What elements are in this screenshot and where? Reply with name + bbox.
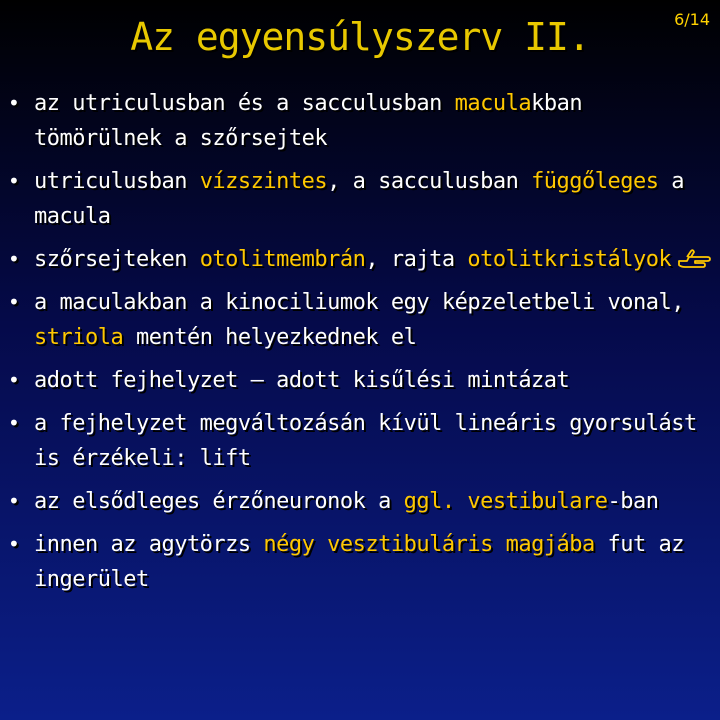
bullet-item: [8, 164, 720, 234]
bullet-marker: •: [8, 290, 20, 314]
bullet-text: innen az agytörzs: [34, 532, 264, 557]
bullet-text: az utriculusban és a sacculusban: [34, 91, 455, 116]
bullet-text: -ban: [607, 489, 659, 514]
highlighted-term: otolitkristályok: [467, 247, 672, 272]
bullet-text: utriculusban: [34, 169, 200, 194]
bullet-marker: •: [8, 368, 20, 392]
bullet-text: fut az ingerület: [34, 532, 685, 592]
bullet-marker: •: [8, 91, 20, 115]
bullet-text: adott fejhelyzet – adott kisűlési mintázat: [34, 368, 570, 393]
bullet-item: [8, 242, 720, 277]
bullet-text: mentén helyezkednek el: [123, 325, 417, 350]
bullet-list: [8, 86, 720, 605]
bullet-item: [8, 285, 720, 355]
bullet-text: a maculakban a kinociliumok egy képzeletbeli vonal,: [34, 290, 685, 315]
highlighted-term: macula: [454, 91, 532, 116]
bullet-item: [8, 363, 720, 398]
bullet-marker: •: [8, 247, 20, 271]
bullet-text: , rajta: [365, 247, 468, 272]
highlighted-term: striola: [34, 325, 124, 350]
bullet-text: az elsődleges érzőneuronok a: [34, 489, 404, 514]
highlighted-term: ggl. vestibulare: [403, 489, 608, 514]
bullet-item: [8, 86, 720, 156]
bullet-item: [8, 406, 720, 476]
bullet-text: kban tömörülnek a szőrsejtek: [34, 91, 583, 151]
bullet-text: szőrsejteken: [34, 247, 200, 272]
highlighted-term: függőleges: [531, 169, 659, 194]
bullet-marker: •: [8, 411, 20, 435]
page-number: 6/14: [674, 10, 710, 29]
slide-title: Az egyensúlyszerv II.: [130, 15, 590, 59]
highlighted-term: otolitmembrán: [199, 247, 366, 272]
bullet-text: a macula: [34, 169, 685, 229]
highlighted-term: vízszintes: [199, 169, 328, 194]
bullet-text: a fejhelyzet megváltozásán kívül lineáris gyorsulást is érzékeli: lift: [34, 411, 697, 471]
bullet-marker: •: [8, 532, 20, 556]
pointing-hand-icon: [677, 247, 711, 269]
bullet-marker: •: [8, 489, 20, 513]
bullet-marker: •: [8, 169, 20, 193]
bullet-item: [8, 527, 720, 597]
bullet-item: [8, 484, 720, 519]
bullet-text: , a sacculusban: [327, 169, 532, 194]
highlighted-term: négy vesztibuláris magjába: [263, 532, 595, 557]
